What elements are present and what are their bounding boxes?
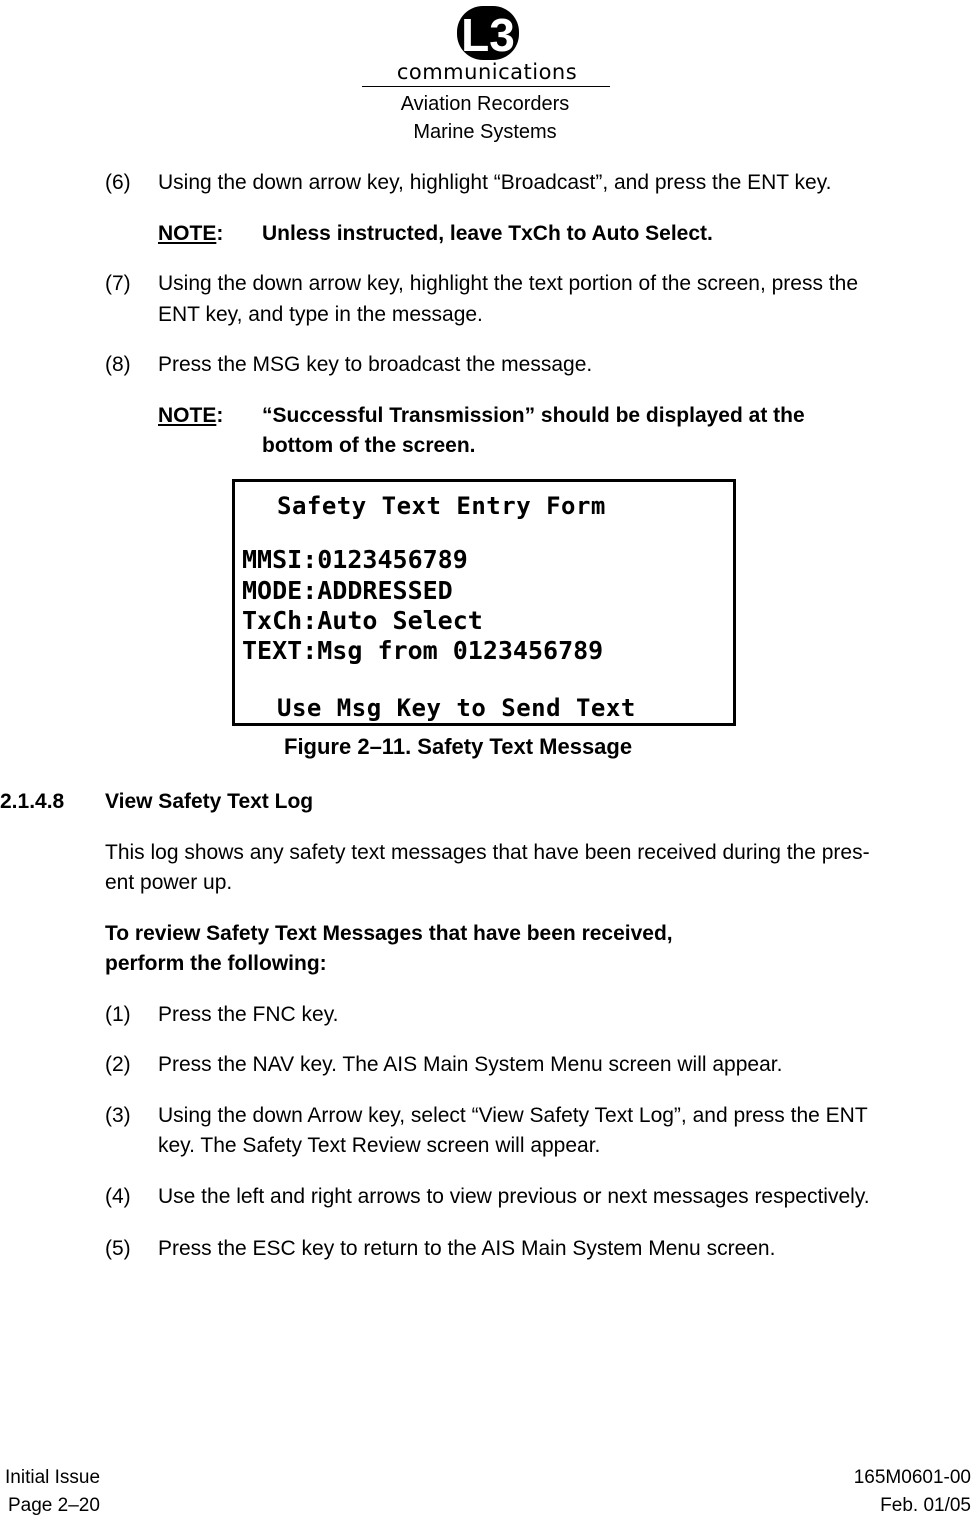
procedure-intro: To review Safety Text Messages that have been received, — [105, 922, 673, 945]
step-text-continued: ENT key, and type in the message. — [158, 303, 483, 326]
footer-page-number: Page 2–20 — [8, 1495, 100, 1516]
screen-title: Safety Text Entry Form — [277, 492, 606, 520]
header-rule — [362, 86, 610, 87]
step-number: (3) — [105, 1104, 131, 1127]
step-number: (1) — [105, 1003, 131, 1026]
step-number: (6) — [105, 171, 131, 194]
footer-document-number: 165M0601-00 — [853, 1467, 971, 1488]
procedure-intro-continued: perform the following: — [105, 952, 327, 975]
figure-caption: Figure 2–11. Safety Text Message — [284, 734, 633, 759]
svg-text:L3: L3 — [461, 9, 515, 61]
step-text: Press the FNC key. — [158, 1003, 339, 1026]
step-number: (7) — [105, 272, 131, 295]
step-text: Press the ESC key to return to the AIS Main System Menu screen. — [158, 1237, 776, 1260]
step-number: (5) — [105, 1237, 131, 1260]
footer-issue: Initial Issue — [5, 1467, 101, 1488]
step-text: Using the down arrow key, highlight “Broadcast”, and press the ENT key. — [158, 171, 832, 194]
note-label: NOTE: — [158, 404, 224, 427]
step-number: (2) — [105, 1053, 131, 1076]
note-text: “Successful Transmission” should be displayed at the — [262, 404, 805, 427]
note-label: NOTE: — [158, 222, 224, 245]
logo-wordmark: communications — [396, 60, 578, 84]
section-number: 2.1.4.8 — [0, 790, 65, 813]
screen-mode-field: MODE:ADDRESSED — [242, 576, 453, 605]
screen-txch-field: TxCh:Auto Select — [242, 606, 483, 635]
step-text-continued: key. The Safety Text Review screen will appear. — [158, 1134, 601, 1157]
step-text: Using the down arrow key, highlight the text portion of the screen, press the — [158, 272, 858, 295]
step-text: Press the MSG key to broadcast the message. — [158, 353, 593, 376]
step-text: Use the left and right arrows to view previous or next messages respectively. — [158, 1185, 870, 1208]
section-paragraph: This log shows any safety text messages that have been received during the pres- — [105, 841, 870, 864]
safety-text-entry-screen — [232, 479, 736, 726]
header-division: Aviation Recorders — [400, 93, 570, 115]
footer-date: Feb. 01/05 — [880, 1495, 971, 1516]
note-text: Unless instructed, leave TxCh to Auto Select. — [262, 222, 713, 245]
screen-mmsi-field: MMSI:0123456789 — [242, 545, 468, 574]
section-title: View Safety Text Log — [105, 790, 314, 813]
section-paragraph-continued: ent power up. — [105, 871, 233, 894]
screen-footer-hint: Use Msg Key to Send Text — [277, 694, 636, 722]
step-text: Press the NAV key. The AIS Main System Menu screen will appear. — [158, 1053, 783, 1076]
step-number: (8) — [105, 353, 131, 376]
step-number: (4) — [105, 1185, 131, 1208]
note-text-continued: bottom of the screen. — [262, 434, 476, 457]
header-subdivision: Marine Systems — [413, 121, 557, 143]
company-logo — [455, 4, 521, 62]
screen-text-field: TEXT:Msg from 0123456789 — [242, 636, 604, 665]
step-text: Using the down Arrow key, select “View Safety Text Log”, and press the ENT — [158, 1104, 868, 1127]
